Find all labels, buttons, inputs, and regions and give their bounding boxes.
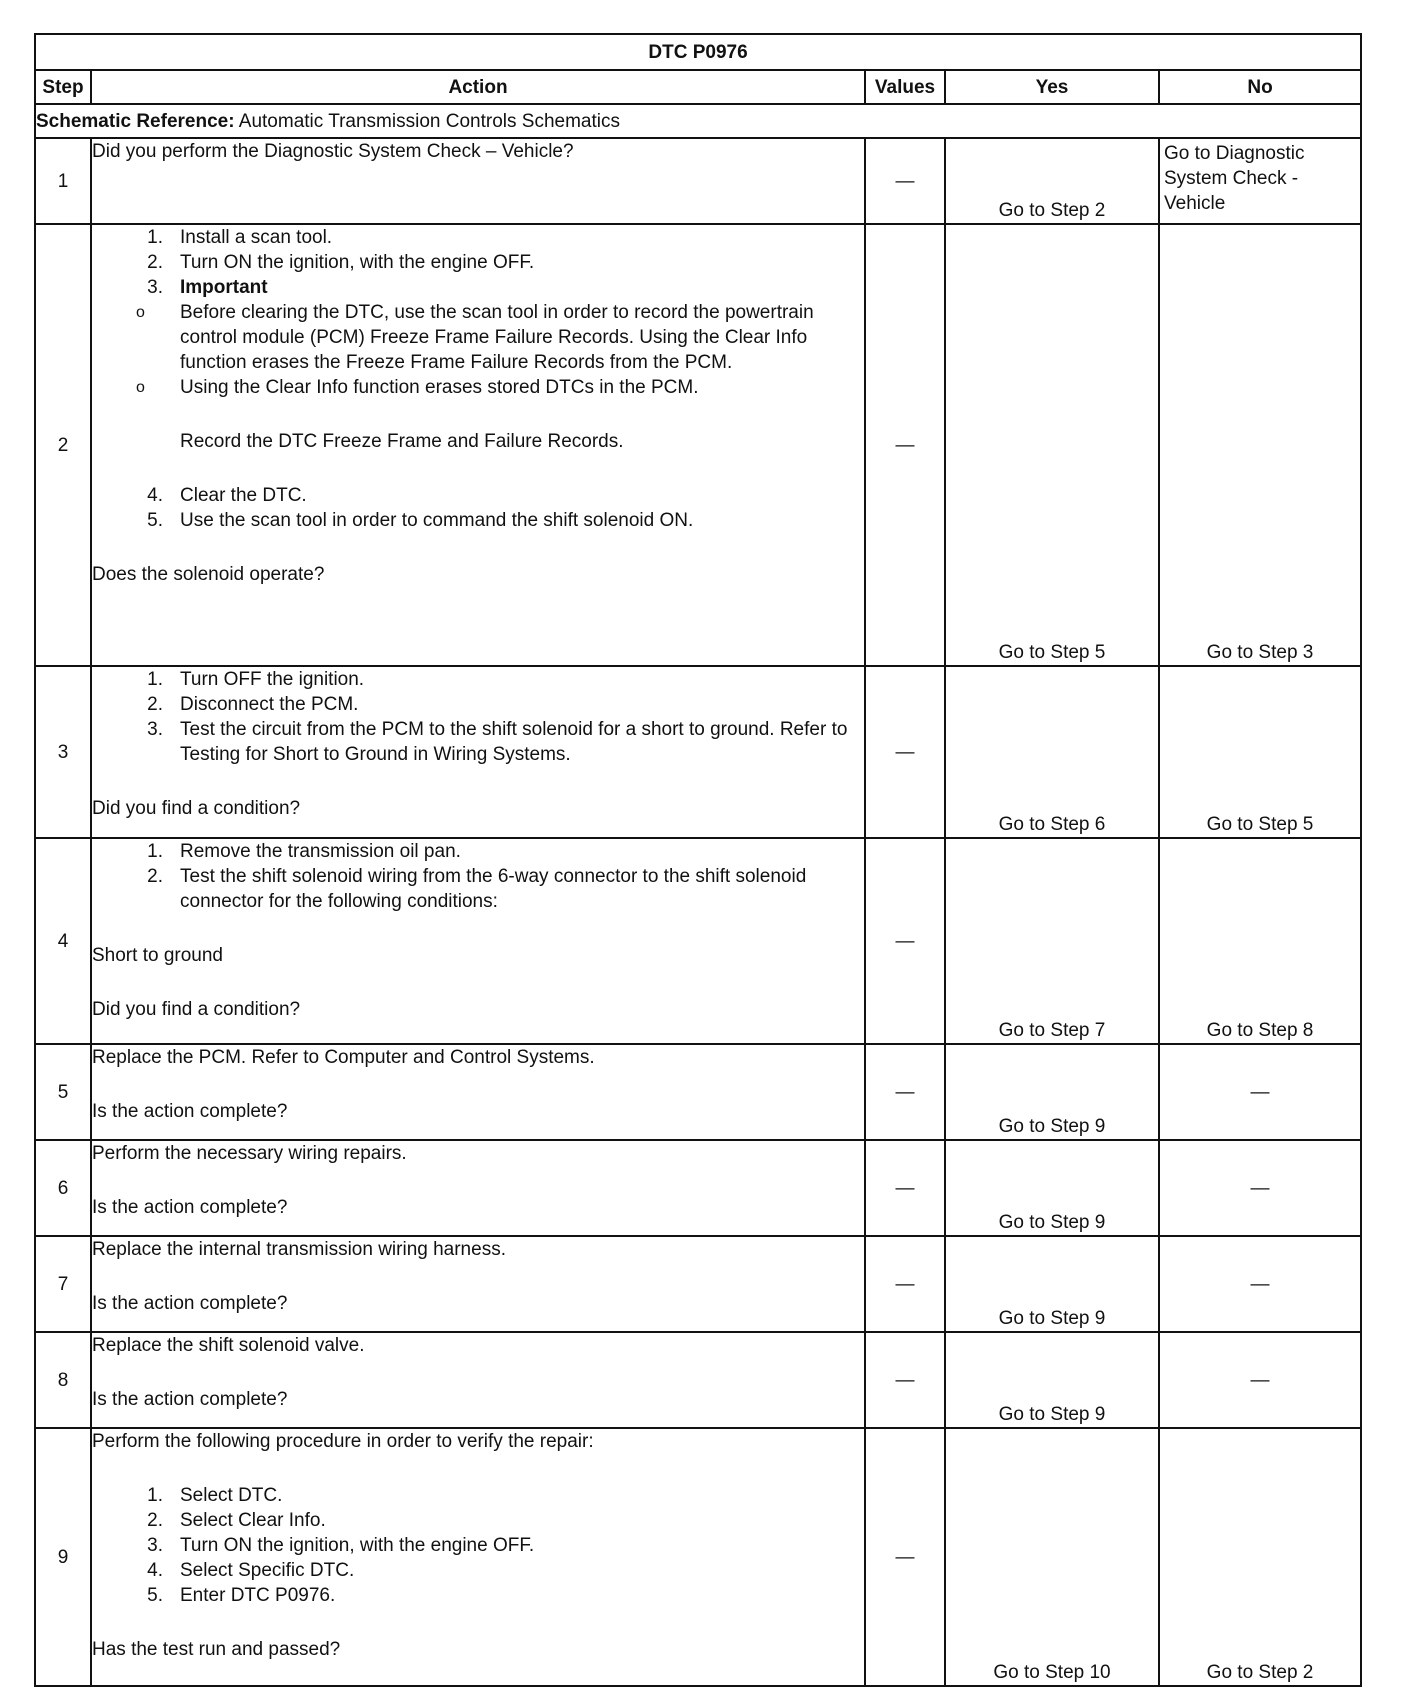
item-text: Select Specific DTC. [180, 1560, 355, 1581]
item-number: 1. [147, 841, 163, 862]
item-number: 5. [147, 1585, 163, 1606]
step-action [91, 1044, 865, 1140]
table-title: DTC P0976 [35, 34, 1361, 70]
item-number: 1. [147, 227, 163, 248]
item-number: 2. [147, 866, 163, 887]
bullet-icon: o [136, 304, 145, 321]
item-number: 5. [147, 510, 163, 531]
item-text: Select Clear Info. [180, 1510, 326, 1531]
step-action [91, 224, 865, 666]
step-yes: Go to Step 9 [945, 1236, 1159, 1332]
table-row [35, 224, 1361, 666]
header-action: Action [91, 70, 865, 104]
list-item [92, 667, 864, 692]
step-value: — [865, 138, 945, 224]
item-number: 4. [147, 1560, 163, 1581]
header-step: Step [35, 70, 91, 104]
step-yes: Go to Step 5 [945, 224, 1159, 666]
step-text: Replace the internal transmission wiring harness. [92, 1239, 506, 1260]
step-note: Short to ground [92, 945, 223, 966]
step-value: — [865, 1332, 945, 1428]
table-row [35, 838, 1361, 1044]
bullet-text: Before clearing the DTC, use the scan tool in order to record the powertrain control module (PCM) Freeze Frame Failure Records. Using the Clear Info function erases the Freeze Frame Failure Records from the PCM. [180, 302, 814, 373]
step-value: — [865, 224, 945, 666]
step-number: 9 [35, 1428, 91, 1686]
list-item [92, 864, 864, 914]
item-number: 1. [147, 669, 163, 690]
bullet-item [92, 375, 864, 400]
step-number: 1 [35, 138, 91, 224]
step-no: Go to Step 8 [1159, 838, 1361, 1044]
bullet-text: Using the Clear Info function erases stored DTCs in the PCM. [180, 377, 699, 398]
list-item [92, 839, 864, 864]
step-action [91, 1332, 865, 1428]
step-number: 5 [35, 1044, 91, 1140]
item-number: 3. [147, 277, 163, 298]
list-item [92, 250, 864, 275]
step-question: Did you perform the Diagnostic System Check – Vehicle? [92, 141, 574, 162]
item-text: Turn ON the ignition, with the engine OFF. [180, 252, 535, 273]
item-text: Enter DTC P0976. [180, 1585, 336, 1606]
step-no: — [1159, 1236, 1361, 1332]
step-number: 4 [35, 838, 91, 1044]
item-text: Install a scan tool. [180, 227, 333, 248]
item-number: 2. [147, 1510, 163, 1531]
item-number: 3. [147, 1535, 163, 1556]
header-row [35, 70, 1361, 104]
item-text: Turn OFF the ignition. [180, 669, 365, 690]
item-text: Test the circuit from the PCM to the shift solenoid for a short to ground. Refer to Testing for Short to Ground in Wiring Systems. [180, 719, 848, 765]
step-question: Is the action complete? [92, 1293, 288, 1314]
schematic-text: Automatic Transmission Controls Schematics [238, 110, 620, 132]
step-text: Perform the following procedure in order to verify the repair: [92, 1431, 594, 1452]
table-row [35, 1140, 1361, 1236]
item-text: Use the scan tool in order to command the shift solenoid ON. [180, 510, 694, 531]
step-action [91, 1140, 865, 1236]
step-list [92, 667, 864, 767]
header-yes: Yes [945, 70, 1159, 104]
step-value: — [865, 1140, 945, 1236]
important-label: Important [180, 277, 268, 298]
step-action [91, 1236, 865, 1332]
step-no: Go to Diagnostic System Check - Vehicle [1159, 138, 1361, 224]
step-question: Is the action complete? [92, 1197, 288, 1218]
step-yes: Go to Step 6 [945, 666, 1159, 838]
step-action [91, 138, 865, 224]
header-values: Values [865, 70, 945, 104]
step-list [92, 1483, 864, 1608]
step-value: — [865, 1044, 945, 1140]
step-value: — [865, 666, 945, 838]
step-number: 7 [35, 1236, 91, 1332]
step-yes: Go to Step 9 [945, 1044, 1159, 1140]
item-text: Test the shift solenoid wiring from the 6-way connector to the shift solenoid connector for the following conditions: [180, 866, 807, 912]
header-no: No [1159, 70, 1361, 104]
table-row [35, 138, 1361, 224]
step-list [92, 225, 864, 300]
bullet-icon: o [136, 379, 145, 396]
table-row [35, 1428, 1361, 1686]
step-value: — [865, 1236, 945, 1332]
list-item [92, 1508, 864, 1533]
step-number: 3 [35, 666, 91, 838]
step-question: Is the action complete? [92, 1389, 288, 1410]
item-text: Disconnect the PCM. [180, 694, 359, 715]
step-text: Replace the PCM. Refer to Computer and Control Systems. [92, 1047, 595, 1068]
step-value: — [865, 1428, 945, 1686]
step-value: — [865, 838, 945, 1044]
important-bullets [92, 300, 864, 400]
step-question: Did you find a condition? [92, 999, 301, 1020]
item-number: 3. [147, 719, 163, 740]
dtc-procedure-table [34, 33, 1362, 1687]
item-number: 4. [147, 485, 163, 506]
table-title-row [35, 34, 1361, 70]
step-no: — [1159, 1332, 1361, 1428]
list-item [92, 1558, 864, 1583]
step-list [92, 483, 864, 533]
step-action [91, 1428, 865, 1686]
step-yes: Go to Step 9 [945, 1140, 1159, 1236]
item-text: Clear the DTC. [180, 485, 307, 506]
list-item [92, 1583, 864, 1608]
schematic-reference [35, 104, 1361, 138]
table-row [35, 1236, 1361, 1332]
step-no: Go to Step 5 [1159, 666, 1361, 838]
item-number: 2. [147, 252, 163, 273]
list-item [92, 483, 864, 508]
item-number: 2. [147, 694, 163, 715]
step-number: 8 [35, 1332, 91, 1428]
schematic-label: Schematic Reference: [36, 110, 235, 132]
table-row [35, 666, 1361, 838]
list-item [92, 225, 864, 250]
bullet-item [92, 300, 864, 375]
step-yes: Go to Step 2 [945, 138, 1159, 224]
step-text: Perform the necessary wiring repairs. [92, 1143, 407, 1164]
list-item [92, 717, 864, 767]
item-number: 1. [147, 1485, 163, 1506]
step-number: 6 [35, 1140, 91, 1236]
step-no: — [1159, 1044, 1361, 1140]
table-row [35, 1332, 1361, 1428]
item-text [180, 275, 864, 300]
step-text: Replace the shift solenoid valve. [92, 1335, 365, 1356]
step-yes: Go to Step 10 [945, 1428, 1159, 1686]
list-item [92, 275, 864, 300]
table-row [35, 1044, 1361, 1140]
step-question: Does the solenoid operate? [92, 564, 325, 585]
step-list [92, 839, 864, 914]
list-item [92, 508, 864, 533]
list-item [92, 1483, 864, 1508]
item-text: Select DTC. [180, 1485, 283, 1506]
step-no: Go to Step 2 [1159, 1428, 1361, 1686]
step-yes: Go to Step 7 [945, 838, 1159, 1044]
step-action [91, 666, 865, 838]
step-note: Record the DTC Freeze Frame and Failure Records. [180, 431, 624, 452]
list-item [92, 692, 864, 717]
step-no: — [1159, 1140, 1361, 1236]
step-number: 2 [35, 224, 91, 666]
item-text: Remove the transmission oil pan. [180, 841, 461, 862]
step-no: Go to Step 3 [1159, 224, 1361, 666]
item-text: Turn ON the ignition, with the engine OFF. [180, 1535, 535, 1556]
step-question: Is the action complete? [92, 1101, 288, 1122]
schematic-row [35, 104, 1361, 138]
step-yes: Go to Step 9 [945, 1332, 1159, 1428]
list-item [92, 1533, 864, 1558]
step-question: Did you find a condition? [92, 798, 301, 819]
step-question: Has the test run and passed? [92, 1639, 341, 1660]
step-action [91, 838, 865, 1044]
